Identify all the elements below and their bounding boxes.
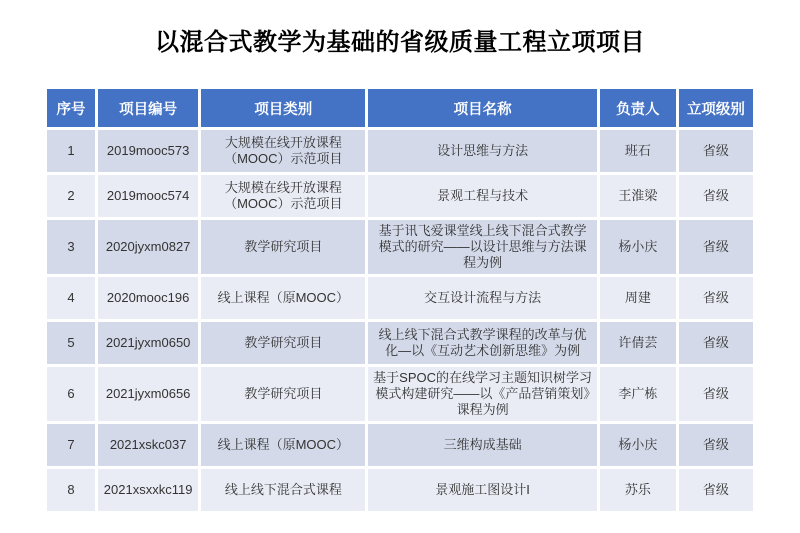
table-cell-level: 省级 [679, 322, 753, 364]
column-header-leader: 负责人 [600, 89, 676, 127]
table-cell-category: 大规模在线开放课程（MOOC）示范项目 [201, 130, 365, 172]
table-cell-level: 省级 [679, 277, 753, 319]
table-row [47, 175, 753, 217]
table-row [47, 130, 753, 172]
table-cell-level: 省级 [679, 130, 753, 172]
table-row [47, 367, 753, 421]
table-cell-category: 线上课程（原MOOC） [201, 424, 365, 466]
table-cell-level: 省级 [679, 424, 753, 466]
table-cell-seq: 1 [47, 130, 95, 172]
column-header-level: 立项级别 [679, 89, 753, 127]
table-cell-code: 2020mooc196 [98, 277, 198, 319]
table-cell-seq: 5 [47, 322, 95, 364]
table-cell-code: 2019mooc573 [98, 130, 198, 172]
table-cell-category: 教学研究项目 [201, 367, 365, 421]
table-cell-name: 三维构成基础 [368, 424, 596, 466]
table-cell-seq: 8 [47, 469, 95, 511]
table-cell-level: 省级 [679, 367, 753, 421]
table-cell-code: 2021xskc037 [98, 424, 198, 466]
table-header [47, 89, 753, 127]
table-cell-leader: 许倩芸 [600, 322, 676, 364]
table-cell-level: 省级 [679, 469, 753, 511]
table-cell-code: 2019mooc574 [98, 175, 198, 217]
table-row [47, 220, 753, 274]
table-cell-name: 基于讯飞爱课堂线上线下混合式教学模式的研究——以设计思维与方法课程为例 [368, 220, 596, 274]
table-body [47, 130, 753, 511]
column-header-code: 项目编号 [98, 89, 198, 127]
table-cell-level: 省级 [679, 175, 753, 217]
table-cell-name: 景观施工图设计I [368, 469, 596, 511]
table-cell-leader: 杨小庆 [600, 220, 676, 274]
table-cell-seq: 4 [47, 277, 95, 319]
table-cell-leader: 王淮梁 [600, 175, 676, 217]
table-cell-category: 线上线下混合式课程 [201, 469, 365, 511]
table-cell-level: 省级 [679, 220, 753, 274]
table-cell-seq: 2 [47, 175, 95, 217]
column-header-category: 项目类别 [201, 89, 365, 127]
table-row [47, 277, 753, 319]
table-row [47, 322, 753, 364]
column-header-name: 项目名称 [368, 89, 596, 127]
table-cell-leader: 杨小庆 [600, 424, 676, 466]
table-cell-code: 2021xsxxkc119 [98, 469, 198, 511]
page-title: 以混合式教学为基础的省级质量工程立项项目 [155, 29, 645, 56]
table-cell-leader: 苏乐 [600, 469, 676, 511]
table-cell-name: 交互设计流程与方法 [368, 277, 596, 319]
table-cell-code: 2021jyxm0656 [98, 367, 198, 421]
table-cell-name: 线上线下混合式教学课程的改革与优化—以《互动艺术创新思维》为例 [368, 322, 596, 364]
table-cell-leader: 班石 [600, 130, 676, 172]
table-cell-code: 2021jyxm0650 [98, 322, 198, 364]
table-cell-leader: 李广栋 [600, 367, 676, 421]
table-row [47, 424, 753, 466]
table-row [47, 469, 753, 511]
table-cell-name: 景观工程与技术 [368, 175, 596, 217]
table-cell-leader: 周建 [600, 277, 676, 319]
column-header-seq: 序号 [47, 89, 95, 127]
table-cell-category: 教学研究项目 [201, 322, 365, 364]
table-cell-seq: 3 [47, 220, 95, 274]
table-cell-name: 设计思维与方法 [368, 130, 596, 172]
table-cell-seq: 6 [47, 367, 95, 421]
table-cell-category: 线上课程（原MOOC） [201, 277, 365, 319]
table-header-row [47, 89, 753, 127]
table-cell-name: 基于SPOC的在线学习主题知识树学习模式构建研究——以《产品营销策划》课程为例 [368, 367, 596, 421]
project-table [44, 86, 756, 514]
table-cell-category: 大规模在线开放课程（MOOC）示范项目 [201, 175, 365, 217]
table-cell-code: 2020jyxm0827 [98, 220, 198, 274]
table-cell-seq: 7 [47, 424, 95, 466]
table-cell-category: 教学研究项目 [201, 220, 365, 274]
